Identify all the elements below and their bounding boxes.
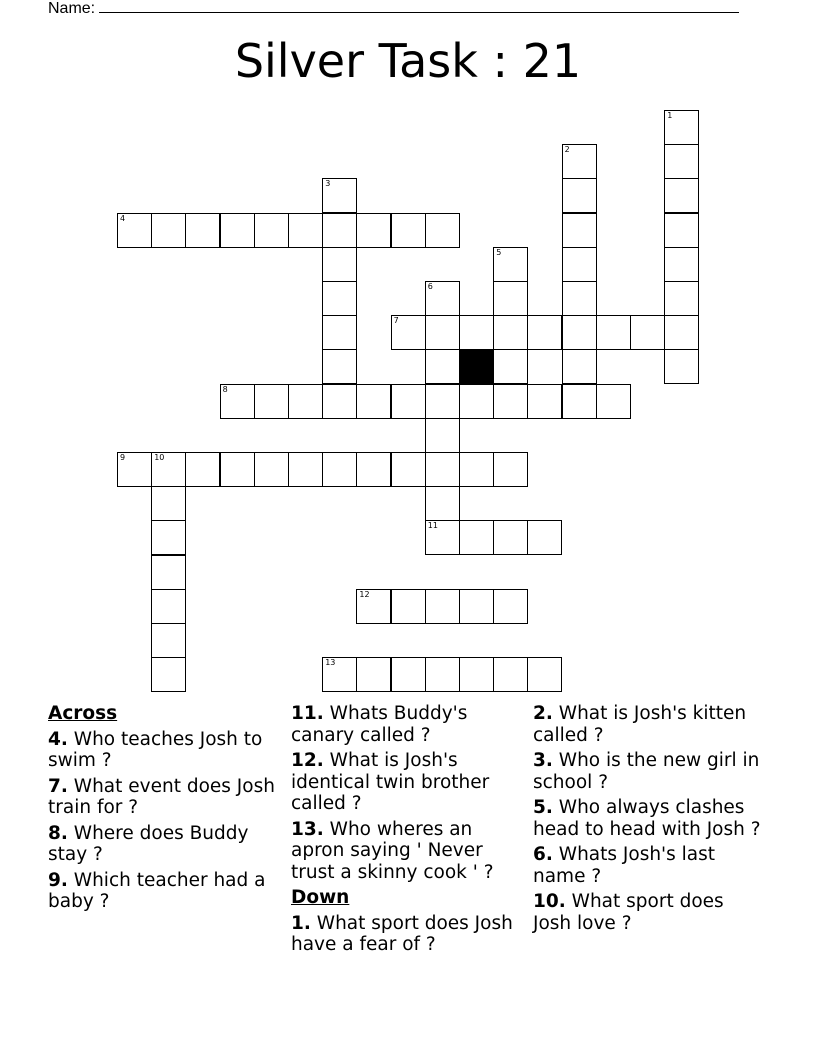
grid-cell[interactable]: [151, 589, 186, 624]
grid-cell[interactable]: [459, 384, 494, 419]
grid-cell[interactable]: [151, 213, 186, 248]
grid-cell[interactable]: [288, 452, 323, 487]
grid-cell[interactable]: [117, 452, 152, 487]
grid-cell[interactable]: [254, 213, 289, 248]
grid-cell[interactable]: [322, 657, 357, 692]
grid-cell[interactable]: [527, 384, 562, 419]
grid-cell[interactable]: [493, 315, 528, 350]
clue-item: [533, 844, 763, 887]
grid-cell[interactable]: [151, 452, 186, 487]
clue-item: [533, 750, 763, 793]
grid-cell[interactable]: [322, 349, 357, 384]
clue-number-label: 2.: [533, 703, 553, 724]
grid-cell[interactable]: [562, 384, 597, 419]
grid-cell[interactable]: [185, 213, 220, 248]
grid-cell[interactable]: [254, 384, 289, 419]
grid-cell[interactable]: [493, 281, 528, 316]
grid-cell[interactable]: [391, 657, 426, 692]
grid-cell[interactable]: [527, 520, 562, 555]
clue-item: [291, 819, 521, 884]
clue-number: 5: [496, 247, 502, 257]
clue-number-label: 1.: [291, 912, 311, 934]
grid-cell[interactable]: [322, 384, 357, 419]
grid-cell[interactable]: [527, 315, 562, 350]
grid-cell[interactable]: [664, 247, 699, 282]
grid-cell[interactable]: [391, 315, 426, 350]
grid-cell[interactable]: [356, 384, 391, 419]
across-heading: Across: [48, 703, 118, 724]
grid-cell[interactable]: [151, 623, 186, 658]
clue-text: What is Josh's identical twin brother called ?: [291, 750, 490, 814]
clue-text: Whats Buddy's canary called ?: [291, 703, 468, 746]
grid-cell[interactable]: [322, 452, 357, 487]
grid-cell[interactable]: [596, 315, 631, 350]
down-clue-list-continued: [533, 703, 763, 934]
clue-text: Which teacher had a baby ?: [48, 869, 266, 912]
across-clue-list: [48, 729, 278, 913]
grid-cell[interactable]: [493, 384, 528, 419]
grid-cell[interactable]: [185, 452, 220, 487]
grid-cell[interactable]: [425, 349, 460, 384]
grid-cell[interactable]: [220, 452, 255, 487]
grid-cell[interactable]: [425, 315, 460, 350]
clues-column-1: [48, 703, 278, 917]
clue-text: Who teaches Josh to swim ?: [48, 728, 263, 771]
clue-number: 7: [393, 316, 399, 326]
grid-cell[interactable]: [425, 418, 460, 453]
grid-cell[interactable]: [562, 349, 597, 384]
clue-number: 11: [427, 521, 438, 531]
clue-number: 10: [154, 453, 165, 462]
grid-cell[interactable]: [459, 315, 494, 350]
grid-cell[interactable]: [322, 178, 357, 213]
grid-cell[interactable]: [220, 384, 255, 419]
clue-text: Who wheres an apron saying ' Never trust a skinny cook ' ?: [291, 818, 494, 883]
grid-cell[interactable]: [356, 589, 391, 624]
black-square: [459, 349, 494, 384]
grid-cell[interactable]: [425, 486, 460, 521]
clue-number-label: 9.: [48, 869, 68, 891]
grid-cell[interactable]: [391, 384, 426, 419]
grid-cell[interactable]: [459, 589, 494, 624]
clue-item: [48, 729, 278, 772]
clue-number-label: 4.: [48, 728, 68, 750]
grid-cell[interactable]: [322, 247, 357, 282]
grid-cell[interactable]: [562, 281, 597, 316]
grid-cell[interactable]: [322, 315, 357, 350]
grid-cell[interactable]: [596, 384, 631, 419]
grid-cell[interactable]: [425, 384, 460, 419]
grid-cell[interactable]: [562, 144, 597, 179]
down-clue-list: [291, 913, 521, 956]
clue-number: 2: [564, 145, 570, 155]
grid-cell[interactable]: [493, 657, 528, 692]
clue-text: What event does Josh train for ?: [48, 775, 275, 818]
clues-column-2: [291, 703, 521, 960]
grid-cell[interactable]: [288, 384, 323, 419]
grid-cell[interactable]: [151, 486, 186, 521]
grid-cell[interactable]: [425, 213, 460, 248]
clue-number-label: 6.: [533, 844, 553, 865]
grid-cell[interactable]: [425, 657, 460, 692]
clue-number-label: 10.: [533, 891, 566, 912]
name-label: Name:: [48, 0, 96, 17]
clue-text: Who is the new girl in school ?: [533, 750, 760, 793]
grid-cell[interactable]: [664, 349, 699, 384]
grid-cell[interactable]: [288, 213, 323, 248]
grid-cell[interactable]: [356, 657, 391, 692]
grid-cell[interactable]: [322, 281, 357, 316]
grid-cell[interactable]: [562, 315, 597, 350]
clue-number: 9: [120, 453, 126, 462]
grid-cell[interactable]: [425, 589, 460, 624]
grid-cell[interactable]: [151, 657, 186, 692]
clue-number: 3: [325, 179, 331, 189]
clue-item: [48, 823, 278, 866]
grid-cell[interactable]: [493, 589, 528, 624]
grid-cell[interactable]: [220, 213, 255, 248]
clue-text: Who always clashes head to head with Josh ?: [533, 797, 761, 840]
grid-cell[interactable]: [664, 281, 699, 316]
clue-number-label: 5.: [533, 797, 553, 818]
grid-cell[interactable]: [391, 452, 426, 487]
clue-number-label: 13.: [291, 818, 324, 840]
grid-cell[interactable]: [664, 144, 699, 179]
grid-cell[interactable]: [391, 213, 426, 248]
grid-cell[interactable]: [630, 315, 665, 350]
grid-cell[interactable]: [493, 349, 528, 384]
grid-cell[interactable]: [562, 178, 597, 213]
clue-number-label: 8.: [48, 822, 68, 844]
clue-text: What is Josh's kitten called ?: [533, 703, 747, 746]
page-title: Silver Task : 21: [234, 34, 582, 88]
clue-item: [291, 703, 521, 746]
grid-cell[interactable]: [493, 452, 528, 487]
grid-cell[interactable]: [664, 213, 699, 248]
grid-cell[interactable]: [562, 247, 597, 282]
clue-number: 8: [222, 384, 228, 394]
grid-cell[interactable]: [356, 452, 391, 487]
clue-number: 4: [120, 213, 126, 223]
clues-column-3: [533, 703, 763, 938]
grid-cell[interactable]: [117, 213, 152, 248]
grid-cell[interactable]: [459, 657, 494, 692]
grid-cell[interactable]: [562, 213, 597, 248]
clue-number-label: 7.: [48, 775, 68, 797]
clue-item: [291, 750, 521, 815]
grid-cell[interactable]: [254, 452, 289, 487]
clue-item: [533, 703, 763, 746]
across-clue-list-continued: [291, 703, 521, 883]
clue-text: Where does Buddy stay ?: [48, 822, 249, 865]
grid-cell[interactable]: [391, 589, 426, 624]
grid-cell[interactable]: [527, 657, 562, 692]
clue-number: 1: [667, 111, 673, 120]
grid-cell[interactable]: [664, 110, 699, 145]
clue-item: [533, 891, 763, 934]
clue-number-label: 3.: [533, 750, 553, 771]
clue-number: 6: [427, 282, 433, 291]
clue-item: [291, 913, 521, 956]
clue-number: 13: [325, 658, 336, 668]
grid-cell[interactable]: [151, 520, 186, 555]
grid-cell[interactable]: [356, 213, 391, 248]
grid-cell[interactable]: [493, 247, 528, 282]
clue-item: [533, 797, 763, 840]
grid-cell[interactable]: [322, 213, 357, 248]
clue-text: What sport does Josh have a fear of ?: [291, 912, 513, 955]
grid-cell[interactable]: [425, 281, 460, 316]
grid-cell[interactable]: [459, 452, 494, 487]
grid-cell[interactable]: [664, 315, 699, 350]
down-heading: Down: [291, 887, 350, 908]
clue-item: [48, 870, 278, 913]
clue-number-label: 11.: [291, 703, 324, 724]
grid-cell[interactable]: [493, 520, 528, 555]
clue-text: What sport does Josh love ?: [533, 891, 724, 934]
clue-number: 12: [359, 589, 370, 599]
clue-number-label: 12.: [291, 750, 324, 771]
clue-item: [48, 776, 278, 819]
grid-cell[interactable]: [151, 555, 186, 590]
grid-cell[interactable]: [425, 452, 460, 487]
clue-text: Whats Josh's last name ?: [533, 844, 716, 887]
grid-cell[interactable]: [459, 520, 494, 555]
grid-cell[interactable]: [425, 520, 460, 555]
grid-cell[interactable]: [664, 178, 699, 213]
